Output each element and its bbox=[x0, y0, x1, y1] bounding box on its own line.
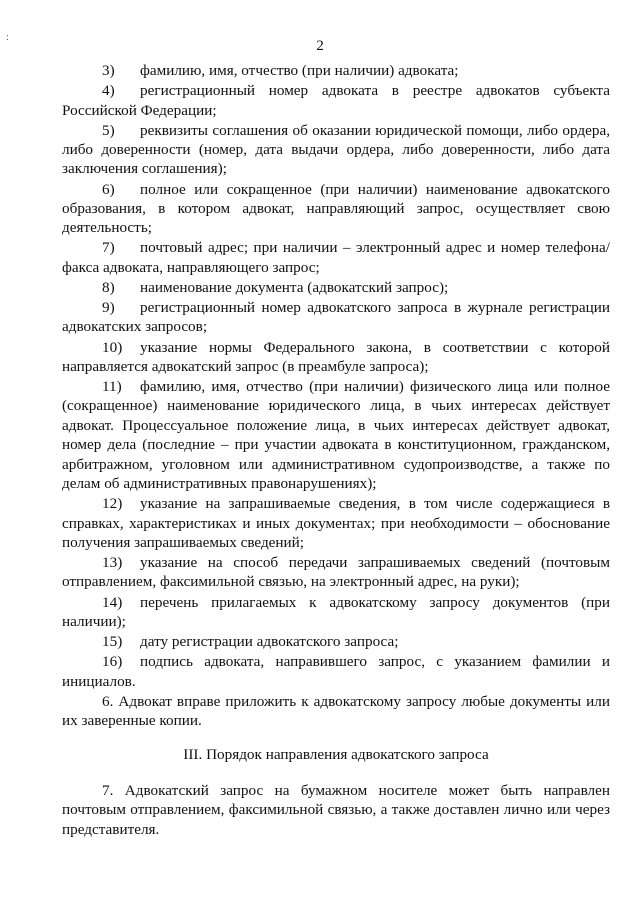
list-item bbox=[62, 180, 610, 238]
requirements-list bbox=[62, 61, 610, 691]
section-heading: III. Порядок направления адвокатского запроса bbox=[183, 746, 489, 764]
list-item-text: регистрационный номер адвокатского запроса в журнале регистрации адвокатских запросов; bbox=[62, 299, 610, 336]
list-item-text: наименование документа (адвокатский запрос); bbox=[140, 278, 449, 296]
list-item-text: реквизиты соглашения об оказании юридической помощи, либо ордера, либо доверенности (номер, дата выдачи ордера, либо доверенности, либо дата заключения соглашения); bbox=[62, 121, 610, 178]
paragraph-6: 6. Адвокат вправе приложить к адвокатскому запросу любые документы или их заверенные копии. bbox=[62, 692, 610, 730]
list-item-text: подпись адвоката, направившего запрос, с указанием фамилии и инициалов. bbox=[62, 653, 610, 690]
list-item bbox=[62, 593, 610, 632]
list-item bbox=[62, 652, 610, 691]
list-item bbox=[62, 338, 610, 377]
document-body bbox=[62, 61, 610, 840]
list-item-number: 15) bbox=[102, 633, 123, 651]
list-item-text: дату регистрации адвокатского запроса; bbox=[140, 633, 399, 651]
list-item-text: фамилию, имя, отчество (при наличии) адвоката; bbox=[140, 62, 459, 79]
margin-mark: : bbox=[6, 32, 9, 43]
list-item-number: 4) bbox=[102, 82, 115, 100]
list-item-text: указание на запрашиваемые сведения, в том числе содержащиеся в справках, характеристиках и иных документах; при необходимости – обоснование получения запрашиваемых сведений; bbox=[62, 495, 610, 551]
list-item-number: 16) bbox=[102, 653, 123, 671]
list-item bbox=[62, 61, 610, 80]
list-item bbox=[62, 278, 610, 297]
list-item-text: фамилию, имя, отчество (при наличии) физического лица или полное (сокращенное) наименование юридического лица, в чьих интересах действует адвокат. Процессуальное положение лица, в чьих интересах действует адвокат, номер дела (последние – при участии адвоката в конституционном, гражданском, арбитражном, уголовном или административном судопроизводстве, а также по делам об административных правонарушениях); bbox=[62, 378, 610, 493]
list-item-number: 12) bbox=[102, 495, 123, 513]
list-item-text: указание нормы Федерального закона, в соответствии с которой направляется адвокатский запрос (в преамбуле запроса); bbox=[62, 338, 610, 375]
list-item bbox=[62, 238, 610, 277]
list-item bbox=[62, 81, 610, 120]
list-item-number: 7) bbox=[102, 239, 115, 257]
list-item-text: указание на способ передачи запрашиваемых сведений (почтовым отправлением, факсимильной связью, на электронный адрес, на руки); bbox=[62, 554, 610, 591]
page-number: 2 bbox=[316, 37, 324, 54]
list-item-number: 13) bbox=[102, 554, 123, 572]
list-item bbox=[62, 494, 610, 552]
list-item-number: 5) bbox=[102, 121, 115, 139]
list-item-number: 6) bbox=[102, 180, 115, 198]
list-item bbox=[62, 377, 610, 493]
list-item-number: 3) bbox=[102, 62, 115, 79]
list-item-text: регистрационный номер адвоката в реестре адвокатов субъекта Российской Федерации; bbox=[62, 82, 610, 119]
list-item-number: 10) bbox=[102, 338, 123, 356]
list-item bbox=[62, 121, 610, 179]
paragraph-7: 7. Адвокатский запрос на бумажном носителе может быть направлен почтовым отправлением, факсимильной связью, а также доставлен лично или через представителя. bbox=[62, 781, 610, 838]
list-item-number: 9) bbox=[102, 299, 115, 316]
list-item-text: перечень прилагаемых к адвокатскому запросу документов (при наличии); bbox=[62, 593, 610, 630]
list-item-number: 11) bbox=[102, 378, 122, 395]
list-item bbox=[62, 553, 610, 592]
list-item bbox=[62, 298, 610, 337]
list-item bbox=[62, 632, 610, 651]
list-item-number: 8) bbox=[102, 278, 115, 296]
list-item-number: 14) bbox=[102, 593, 123, 611]
list-item-text: полное или сокращенное (при наличии) наименование адвокатского образования, в котором адвокат, направляющий запрос, осуществляет свою деятельность; bbox=[62, 180, 610, 237]
list-item-text: почтовый адрес; при наличии – электронный адрес и номер телефона/факса адвоката, направляющего запрос; bbox=[62, 239, 610, 276]
